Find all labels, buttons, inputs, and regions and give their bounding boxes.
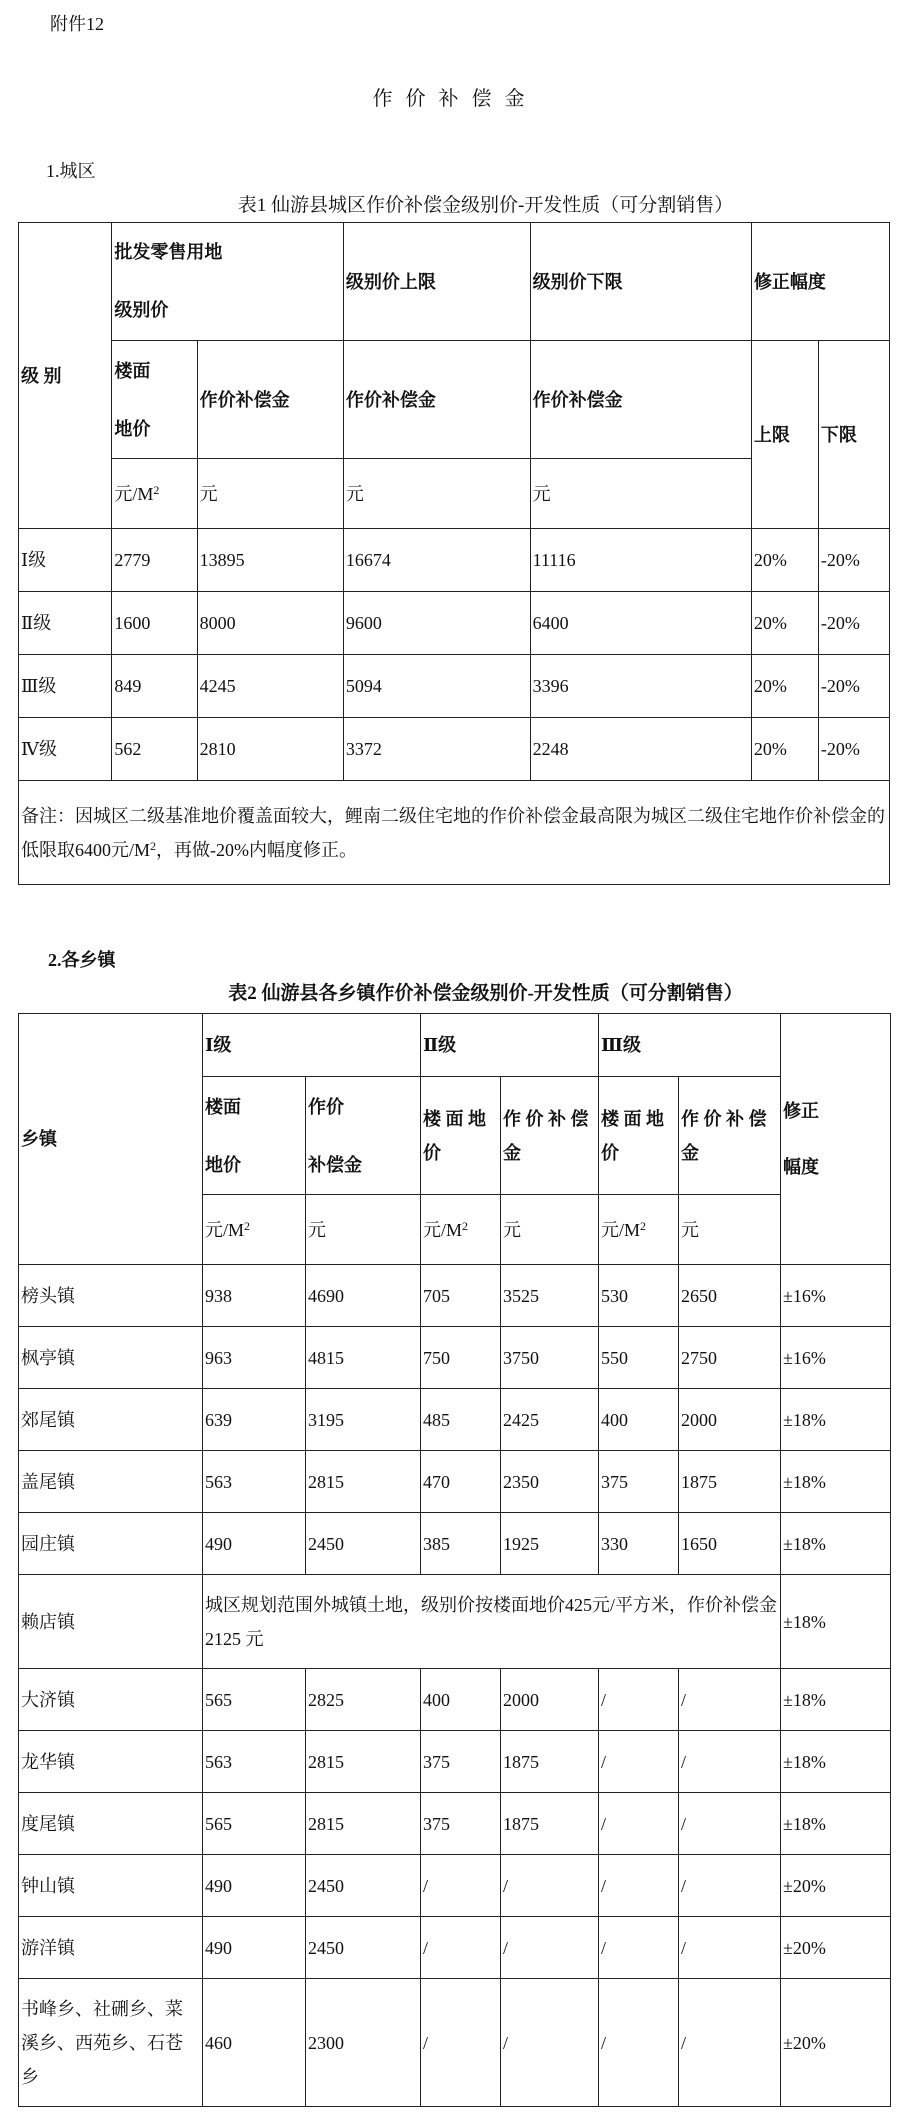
t1-cell-down: -20% — [818, 592, 889, 655]
t2-cell-value: 1875 — [501, 1793, 599, 1855]
t2-cell-value: 1925 — [501, 1513, 599, 1575]
t1-head-group-line1: 批发零售用地 — [114, 242, 223, 262]
table1-caption: 表1 仙游县城区作价补偿金级别价-开发性质（可分割销售） — [237, 195, 734, 216]
t1-cell-level: Ⅰ级 — [19, 529, 112, 592]
t2-cell-adj: ±16% — [781, 1327, 891, 1389]
t2-head-adjust — [781, 1014, 891, 1265]
t2-cell-value: 375 — [421, 1793, 501, 1855]
t2-cell-value: 2000 — [501, 1669, 599, 1731]
annex-label: 附件12 — [50, 14, 104, 34]
t2-unit-m2-sup: 2 — [462, 1218, 469, 1233]
t1-unit-m2 — [112, 459, 197, 529]
table-row — [19, 1327, 891, 1389]
t2-cell-town: 榜头镇 — [19, 1265, 203, 1327]
t2-head-g2-comp-line2: 金 — [503, 1142, 522, 1163]
t2-cell-adj: ±20% — [781, 1855, 891, 1917]
t2-head-g1-floor — [203, 1077, 306, 1195]
t2-cell-value: 4690 — [306, 1265, 421, 1327]
t2-cell-adj: ±18% — [781, 1513, 891, 1575]
t2-head-adjust-line2: 幅度 — [783, 1157, 820, 1177]
table-row — [19, 1855, 891, 1917]
t2-cell-value: 963 — [203, 1327, 306, 1389]
t2-cell-value: 490 — [203, 1513, 306, 1575]
t1-cell-comp: 8000 — [197, 592, 343, 655]
table-row — [19, 1265, 891, 1327]
t1-cell-up: 20% — [751, 529, 818, 592]
t1-head-floor-line1: 楼面 — [114, 360, 151, 381]
t2-cell-town: 书峰乡、社硎乡、菜溪乡、西苑乡、石苍乡 — [19, 1979, 203, 2107]
t1-head-lower: 级别价下限 — [530, 223, 751, 341]
table-row — [19, 1669, 891, 1731]
t2-head-g3-floor-line2: 价 — [601, 1142, 620, 1163]
t2-cell-adj: ±18% — [781, 1793, 891, 1855]
t2-cell-value: / — [599, 1793, 679, 1855]
section2-heading: 2.各乡镇 — [48, 950, 116, 970]
t2-cell-town: 园庄镇 — [19, 1513, 203, 1575]
t1-cell-level: Ⅳ级 — [19, 718, 112, 781]
t1-head-floor — [112, 341, 197, 459]
t2-cell-town: 郊尾镇 — [19, 1389, 203, 1451]
t2-cell-adj: ±18% — [781, 1451, 891, 1513]
t2-cell-town: 龙华镇 — [19, 1731, 203, 1793]
table-row — [19, 1979, 891, 2107]
t2-cell-town: 盖尾镇 — [19, 1451, 203, 1513]
t2-head-g1-floor-line1: 楼面 — [205, 1096, 241, 1117]
t1-note-text: 备注：因城区二级基准地价覆盖面较大，鲤南二级住宅地的作价补偿金最高限为城区二级住宅地作价补偿金的低限取6400元/M — [21, 805, 885, 860]
t2-cell-value: 2815 — [306, 1451, 421, 1513]
t2-cell-value: 485 — [421, 1389, 501, 1451]
t2-cell-value: 460 — [203, 1979, 306, 2107]
t1-cell-upper: 16674 — [343, 529, 530, 592]
t1-unit-yuan-2: 元 — [343, 459, 530, 529]
t1-note-text-end: ，再做-20%内幅度修正。 — [156, 839, 358, 860]
t2-cell-town: 大济镇 — [19, 1669, 203, 1731]
t2-cell-value: / — [679, 1979, 781, 2107]
table-row — [19, 592, 890, 655]
t1-cell-comp: 2810 — [197, 718, 343, 781]
t2-cell-value: / — [679, 1669, 781, 1731]
t2-cell-town: 游洋镇 — [19, 1917, 203, 1979]
t1-head-adj-upper: 上限 — [751, 341, 818, 529]
t1-unit-m2-sup: 2 — [153, 482, 160, 497]
t2-cell-value: 2825 — [306, 1669, 421, 1731]
t2-cell-value: 563 — [203, 1731, 306, 1793]
table2-caption: 表2 仙游县各乡镇作价补偿金级别价-开发性质（可分割销售） — [228, 983, 743, 1004]
t2-cell-value: 2425 — [501, 1389, 599, 1451]
table2-towns — [18, 1013, 891, 2107]
t2-unit-m2 — [203, 1195, 306, 1265]
t2-unit-m2 — [421, 1195, 501, 1265]
t1-cell-upper: 9600 — [343, 592, 530, 655]
t2-cell-value: 938 — [203, 1265, 306, 1327]
t1-cell-upper: 5094 — [343, 655, 530, 718]
t1-head-adjust: 修正幅度 — [751, 223, 889, 341]
t2-head-g3: Ⅲ级 — [599, 1014, 781, 1077]
t1-cell-floor: 849 — [112, 655, 197, 718]
t2-cell-value: / — [679, 1793, 781, 1855]
t1-unit-yuan-1: 元 — [197, 459, 343, 529]
t1-cell-level: Ⅱ级 — [19, 592, 112, 655]
table-row — [19, 718, 890, 781]
t2-head-g3-floor-line1: 楼 面 地 — [601, 1108, 665, 1129]
t2-head-g2-comp-line1: 作 价 补 偿 — [503, 1108, 589, 1129]
t2-cell-value: 639 — [203, 1389, 306, 1451]
t2-cell-value: / — [501, 1855, 599, 1917]
t2-unit-m2-sup: 2 — [640, 1218, 647, 1233]
t1-cell-down: -20% — [818, 718, 889, 781]
t2-unit-m2 — [599, 1195, 679, 1265]
t1-head-group — [112, 223, 343, 341]
t1-cell-lower: 2248 — [530, 718, 751, 781]
t2-cell-value: 2450 — [306, 1917, 421, 1979]
t1-cell-level: Ⅲ级 — [19, 655, 112, 718]
t2-cell-value: 2350 — [501, 1451, 599, 1513]
t1-cell-floor: 2779 — [112, 529, 197, 592]
t2-cell-value: 400 — [421, 1669, 501, 1731]
table-row — [19, 1575, 891, 1669]
t2-cell-adj: ±18% — [781, 1731, 891, 1793]
t1-head-level: 级 别 — [19, 223, 112, 529]
t2-unit-m2-sup: 2 — [244, 1218, 251, 1233]
t2-cell-value: 563 — [203, 1451, 306, 1513]
t2-cell-laidian-note: 城区规划范围外城镇土地，级别价按楼面地价425元/平方米，作价补偿金 2125 元 — [203, 1575, 781, 1669]
t2-head-g1-floor-line2: 地价 — [205, 1154, 241, 1175]
t1-head-comp: 作价补偿金 — [197, 341, 343, 459]
t2-cell-value: 385 — [421, 1513, 501, 1575]
t2-cell-value: 2000 — [679, 1389, 781, 1451]
t2-cell-value: / — [599, 1917, 679, 1979]
t1-cell-down: -20% — [818, 655, 889, 718]
t1-head-floor-line2: 地价 — [114, 418, 151, 439]
t2-cell-value: 1875 — [679, 1451, 781, 1513]
t1-cell-lower: 6400 — [530, 592, 751, 655]
t2-head-g2: Ⅱ级 — [421, 1014, 599, 1077]
t2-cell-value: 550 — [599, 1327, 679, 1389]
t2-cell-value: / — [501, 1917, 599, 1979]
t2-head-adjust-line1: 修正 — [783, 1101, 820, 1121]
t1-note-sup: 2 — [150, 838, 157, 853]
t2-cell-value: 2450 — [306, 1855, 421, 1917]
t2-head-g2-floor-line1: 楼 面 地 — [423, 1108, 487, 1129]
t2-cell-adj: ±20% — [781, 1917, 891, 1979]
t2-cell-adj: ±18% — [781, 1389, 891, 1451]
t2-cell-value: / — [421, 1979, 501, 2107]
t1-cell-comp: 13895 — [197, 529, 343, 592]
t2-cell-value: 2750 — [679, 1327, 781, 1389]
t1-head-adj-lower: 下限 — [818, 341, 889, 529]
t2-cell-value: / — [679, 1855, 781, 1917]
t2-cell-town: 赖店镇 — [19, 1575, 203, 1669]
t2-cell-adj: ±16% — [781, 1265, 891, 1327]
t2-cell-value: / — [599, 1669, 679, 1731]
t2-cell-value: / — [599, 1979, 679, 2107]
t2-head-town: 乡镇 — [19, 1014, 203, 1265]
t2-cell-value: 530 — [599, 1265, 679, 1327]
t1-cell-down: -20% — [818, 529, 889, 592]
t1-cell-upper: 3372 — [343, 718, 530, 781]
t2-cell-value: 470 — [421, 1451, 501, 1513]
t1-head-comp-upper: 作价补偿金 — [343, 341, 530, 459]
t2-cell-value: 705 — [421, 1265, 501, 1327]
t2-cell-value: 400 — [599, 1389, 679, 1451]
t2-cell-value: 750 — [421, 1327, 501, 1389]
t2-cell-town: 钟山镇 — [19, 1855, 203, 1917]
table-row — [19, 1389, 891, 1451]
t2-cell-value: 490 — [203, 1917, 306, 1979]
t1-cell-up: 20% — [751, 718, 818, 781]
t1-head-comp-lower: 作价补偿金 — [530, 341, 751, 459]
t1-cell-up: 20% — [751, 655, 818, 718]
table-row — [19, 1731, 891, 1793]
table-row — [19, 1793, 891, 1855]
t2-cell-value: 490 — [203, 1855, 306, 1917]
t2-cell-value: / — [599, 1731, 679, 1793]
t2-cell-value: 2650 — [679, 1265, 781, 1327]
t2-cell-value: / — [421, 1855, 501, 1917]
t1-cell-comp: 4245 — [197, 655, 343, 718]
t2-cell-value: 2450 — [306, 1513, 421, 1575]
section1-heading: 1.城区 — [46, 161, 96, 181]
t1-cell-lower: 11116 — [530, 529, 751, 592]
table-row — [19, 1513, 891, 1575]
t2-cell-town: 度尾镇 — [19, 1793, 203, 1855]
t2-head-g3-comp-line1: 作 价 补 偿 — [681, 1108, 767, 1129]
t2-head-g2-floor — [421, 1077, 501, 1195]
table-row — [19, 655, 890, 718]
t2-cell-value: 3750 — [501, 1327, 599, 1389]
t2-cell-value: 3195 — [306, 1389, 421, 1451]
t1-head-upper: 级别价上限 — [343, 223, 530, 341]
t2-cell-value: 2815 — [306, 1793, 421, 1855]
t2-cell-value: 565 — [203, 1793, 306, 1855]
t1-cell-floor: 1600 — [112, 592, 197, 655]
t1-unit-m2-text: 元/M — [114, 483, 154, 504]
t2-cell-value: / — [599, 1855, 679, 1917]
t2-cell-value: 1650 — [679, 1513, 781, 1575]
table1-urban — [18, 222, 890, 885]
table-row — [19, 1917, 891, 1979]
t2-cell-town: 枫亭镇 — [19, 1327, 203, 1389]
t2-unit-m2-text: 元/M — [205, 1219, 245, 1240]
t2-unit-yuan: 元 — [501, 1195, 599, 1265]
t2-cell-value: 1875 — [501, 1731, 599, 1793]
t1-cell-floor: 562 — [112, 718, 197, 781]
t2-unit-m2-text: 元/M — [423, 1219, 463, 1240]
t2-cell-value: 565 — [203, 1669, 306, 1731]
t2-cell-value: / — [679, 1917, 781, 1979]
t2-cell-value: / — [679, 1731, 781, 1793]
t2-head-g3-comp — [679, 1077, 781, 1195]
t1-note — [19, 781, 890, 885]
t2-unit-yuan: 元 — [306, 1195, 421, 1265]
t2-cell-adj: ±18% — [781, 1575, 891, 1669]
t2-cell-value: / — [421, 1917, 501, 1979]
t1-unit-yuan-3: 元 — [530, 459, 751, 529]
t2-cell-value: 4815 — [306, 1327, 421, 1389]
t2-head-g1-comp — [306, 1077, 421, 1195]
t2-cell-value: 3525 — [501, 1265, 599, 1327]
t2-head-g2-floor-line2: 价 — [423, 1142, 442, 1163]
t2-head-g2-comp — [501, 1077, 599, 1195]
table-row — [19, 529, 890, 592]
document-title: 作 价 补 偿 金 — [372, 88, 529, 110]
t2-head-g1-comp-line1: 作价 — [308, 1096, 344, 1117]
t2-cell-value: 330 — [599, 1513, 679, 1575]
t2-head-g1-comp-line2: 补偿金 — [308, 1154, 362, 1175]
t2-head-g3-floor — [599, 1077, 679, 1195]
t1-cell-up: 20% — [751, 592, 818, 655]
t2-head-g1: Ⅰ级 — [203, 1014, 421, 1077]
t2-cell-adj: ±18% — [781, 1669, 891, 1731]
t2-cell-adj: ±20% — [781, 1979, 891, 2107]
t2-cell-value: 2815 — [306, 1731, 421, 1793]
t2-cell-value: 2300 — [306, 1979, 421, 2107]
t2-cell-value: / — [501, 1979, 599, 2107]
t2-unit-m2-text: 元/M — [601, 1219, 641, 1240]
t2-cell-value: 375 — [599, 1451, 679, 1513]
table-row — [19, 1451, 891, 1513]
t1-cell-lower: 3396 — [530, 655, 751, 718]
t1-head-group-line2: 级别价 — [114, 300, 169, 320]
t2-cell-value: 375 — [421, 1731, 501, 1793]
t2-head-g3-comp-line2: 金 — [681, 1142, 700, 1163]
t2-unit-yuan: 元 — [679, 1195, 781, 1265]
